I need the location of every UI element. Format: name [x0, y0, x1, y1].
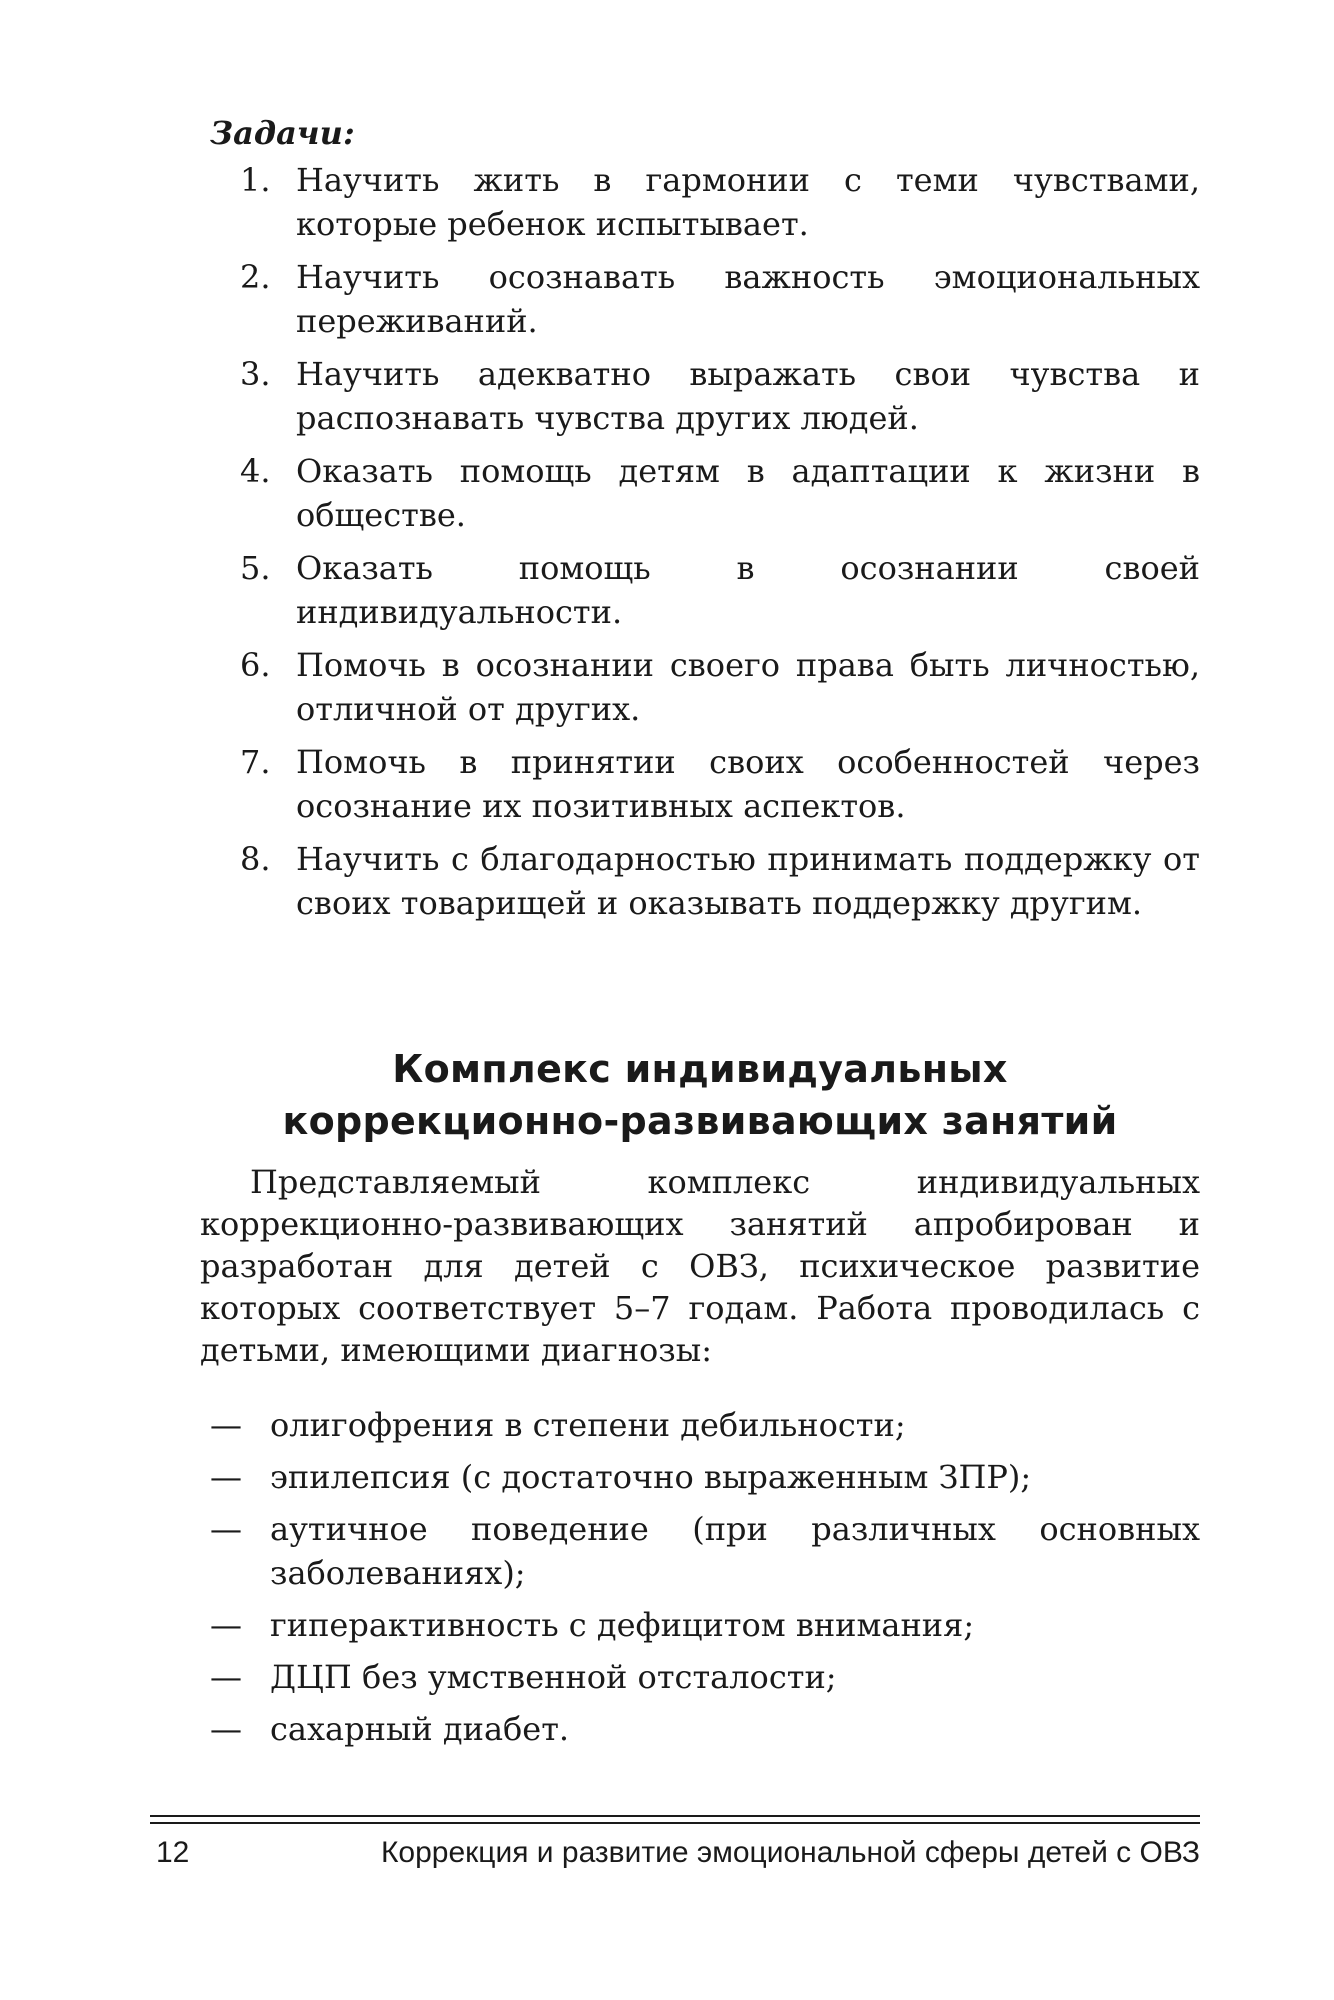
- diagnosis-text: эпилепсия (с достаточно выраженным ЗПР);: [270, 1458, 1032, 1496]
- task-text: Научить с благодарностью принимать поддержку от своих товарищей и оказывать поддержку другим.: [296, 840, 1200, 922]
- task-number: 3.: [240, 355, 271, 393]
- task-number: 2.: [240, 258, 271, 296]
- tasks-heading: Задачи:: [210, 114, 355, 152]
- tasks-list: [200, 158, 1200, 925]
- dash-bullet: —: [210, 1606, 242, 1644]
- task-item-8: [200, 837, 1200, 925]
- diagnosis-text: ДЦП без умственной отсталости;: [270, 1658, 837, 1696]
- task-item-6: [200, 643, 1200, 731]
- task-item-5: [200, 546, 1200, 634]
- task-text: Помочь в осознании своего права быть личностью, отличной от других.: [296, 646, 1200, 728]
- task-item-7: [200, 740, 1200, 828]
- diagnosis-item-4: [200, 1603, 1200, 1647]
- dash-bullet: —: [210, 1710, 242, 1748]
- diagnosis-item-5: [200, 1655, 1200, 1699]
- page-footer: [150, 1836, 1200, 1870]
- task-text: Научить осознавать важность эмоциональных переживаний.: [296, 258, 1200, 340]
- dash-bullet: —: [210, 1406, 242, 1444]
- diagnosis-item-6: [200, 1707, 1200, 1751]
- footer-rule-bottom: [150, 1822, 1200, 1824]
- task-item-3: [200, 352, 1200, 440]
- task-text: Помочь в принятии своих особенностей через осознание их позитивных аспектов.: [296, 743, 1200, 825]
- running-title: Коррекция и развитие эмоциональной сферы детей с ОВЗ: [380, 1836, 1200, 1869]
- section-title-line-2: коррекционно-развивающих занятий: [282, 1099, 1118, 1143]
- diagnoses-list: [200, 1403, 1200, 1751]
- diagnosis-text: олигофрения в степени дебильности;: [270, 1406, 906, 1444]
- footer-rule-top: [150, 1815, 1200, 1817]
- task-number: 7.: [240, 743, 271, 781]
- page-content: [200, 112, 1200, 1759]
- diagnosis-text: аутичное поведение (при различных основных заболеваниях);: [270, 1510, 1200, 1592]
- task-number: 4.: [240, 452, 271, 490]
- intro-paragraph: Представляемый комплекс индивидуальных коррекционно-развивающих занятий апробирован и разработан для детей с ОВЗ, психическое развитие которых соответствует 5–7 годам. Работа проводилась с детьми, имеющими диагнозы:: [200, 1163, 1200, 1369]
- task-number: 5.: [240, 549, 271, 587]
- diagnosis-text: сахарный диабет.: [270, 1710, 570, 1748]
- page-number: 12: [156, 1836, 190, 1869]
- task-number: 8.: [240, 840, 271, 878]
- task-text: Научить адекватно выражать свои чувства и распознавать чувства других людей.: [296, 355, 1200, 437]
- section-title-line-1: Комплекс индивидуальных: [392, 1047, 1008, 1091]
- task-item-1: [200, 158, 1200, 246]
- section-title: [200, 1043, 1200, 1147]
- dash-bullet: —: [210, 1510, 242, 1548]
- diagnosis-item-3: [200, 1507, 1200, 1595]
- task-text: Оказать помощь детям в адаптации к жизни в обществе.: [296, 452, 1200, 534]
- task-item-4: [200, 449, 1200, 537]
- dash-bullet: —: [210, 1458, 242, 1496]
- diagnosis-item-2: [200, 1455, 1200, 1499]
- task-item-2: [200, 255, 1200, 343]
- dash-bullet: —: [210, 1658, 242, 1696]
- task-text: Научить жить в гармонии с теми чувствами, которые ребенок испытывает.: [296, 161, 1200, 243]
- diagnosis-text: гиперактивность с дефицитом внимания;: [270, 1606, 975, 1644]
- task-number: 1.: [240, 161, 271, 199]
- task-number: 6.: [240, 646, 271, 684]
- diagnosis-item-1: [200, 1403, 1200, 1447]
- task-text: Оказать помощь в осознании своей индивидуальности.: [296, 549, 1200, 631]
